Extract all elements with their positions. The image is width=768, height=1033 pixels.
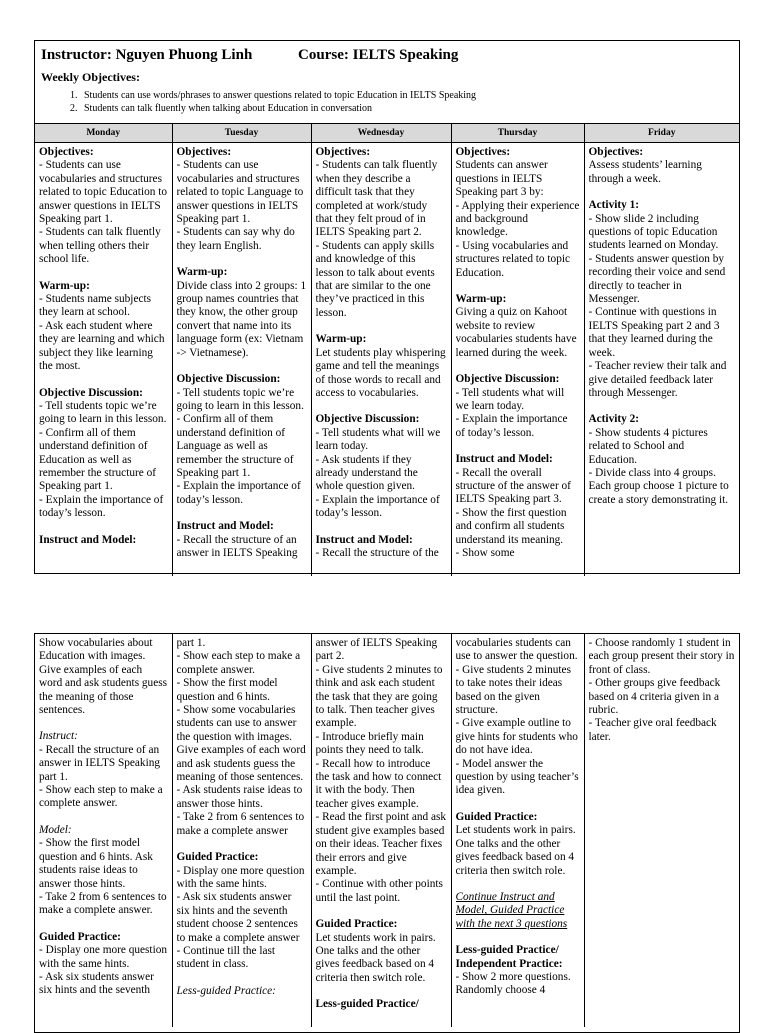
section-heading: Objectives: xyxy=(39,146,94,158)
cell-text-line: - Continue with questions in IELTS Speaking part 2 and 3 that they learned during the week. xyxy=(588,306,720,359)
cell-text-line: - Confirm all of them understand definition of Language as well as remember the structure of Speaking part 1. xyxy=(176,413,294,479)
cell-text-line: - Recall the overall structure of the answer of IELTS Speaking part 3. xyxy=(455,466,571,506)
cell-text-line: - Students can say why do they learn English. xyxy=(176,226,295,252)
paragraph-gap xyxy=(39,717,168,730)
day-header-wednesday: Wednesday xyxy=(311,124,451,143)
day-header-thursday: Thursday xyxy=(451,124,584,143)
cell-text-line: - Show the first model question and 6 hints. Ask students raise ideas to answer those hints. xyxy=(39,837,153,890)
section-heading: Guided Practice: xyxy=(176,851,259,864)
cell-text-line: - Ask students raise ideas to answer those hints. xyxy=(176,784,303,810)
section-heading: Warm-up: xyxy=(455,293,507,306)
friday-cell xyxy=(584,634,739,1027)
cell-text-line: - Read the first point and ask student give examples based on their ideas. Teacher fixes their errors and give example. xyxy=(315,811,447,877)
monday-cell xyxy=(35,634,172,1027)
cell-text-line: - Show the first question and confirm all students understand its meaning. xyxy=(455,506,567,546)
cell-text-line: - Ask students if they already understand the whole question given. xyxy=(315,453,418,493)
paragraph-gap xyxy=(589,186,736,199)
paragraph-gap xyxy=(589,400,736,413)
section-heading: Instruct and Model: xyxy=(176,520,274,533)
subsection-heading: Less-guided Practice: xyxy=(176,984,276,997)
cell-text-line: - Show some vocabularies students can use to answer the question with images. Give examples of each word and ask students guess the meaning of those sentences. xyxy=(176,704,306,784)
cell-text-line: - Divide class into 4 groups. Each group choose 1 picture to create a story demonstrating it. xyxy=(588,466,729,506)
cell-text-line: - Other groups give feedback based on 4 criteria given in a rubric. xyxy=(588,677,721,717)
day-header-friday: Friday xyxy=(584,124,739,143)
section-heading: Objective Discussion: xyxy=(39,386,143,399)
paragraph-gap xyxy=(456,440,580,453)
section-heading: Guided Practice: xyxy=(455,810,538,823)
section-heading: Guided Practice: xyxy=(315,918,398,931)
lesson-plan-page-2 xyxy=(34,633,740,1033)
thursday-cell xyxy=(451,143,584,577)
weekly-objective-item: 2. Students can talk fluently when talking about Education in conversation xyxy=(80,102,733,115)
subsection-heading: Instruct: xyxy=(39,730,78,743)
weekly-schedule-table-continued xyxy=(35,634,739,1027)
course-name: Course: IELTS Speaking xyxy=(298,47,459,63)
wednesday-cell xyxy=(311,634,451,1027)
paragraph-gap xyxy=(39,918,168,931)
paragraph-gap xyxy=(39,374,168,387)
weekly-objective-item: 1. Students can use words/phrases to answer questions related to topic Education in IELTS Speaking xyxy=(80,89,733,102)
cell-text-line: - Tell students what will we learn today. xyxy=(455,386,565,412)
wednesday-cell xyxy=(311,143,451,577)
section-heading: Activity 1: xyxy=(588,199,640,212)
paragraph-gap xyxy=(456,280,580,293)
cell-text-line: - Introduce briefly main points they need to talk. xyxy=(315,730,424,757)
paragraph-gap xyxy=(39,811,168,824)
cell-text-line: part 1. xyxy=(176,637,206,649)
cell-text-line: - Recall the structure of an answer in IELTS Speaking part 1. xyxy=(39,743,161,783)
cell-text-line: - Teacher give oral feedback later. xyxy=(588,717,717,743)
weekly-schedule-table xyxy=(35,123,739,576)
cell-text-line: - Students can apply skills and knowledge of this lesson to talk about events that are similar to the one they’ve practiced in this lesson. xyxy=(315,239,435,319)
cell-text-line: - Ask six students answer six hints and the seventh student choose 2 sentences to make a complete answer xyxy=(176,891,300,944)
cell-text-line: - Students can use vocabularies and structures related to topic Education to answer questions in IELTS Speaking part 1. xyxy=(39,159,167,226)
section-heading: Instruct and Model: xyxy=(315,533,413,546)
paragraph-gap xyxy=(316,400,447,413)
section-heading: Less-guided Practice/ xyxy=(315,998,419,1011)
cell-text-line: Giving a quiz on Kahoot website to review vocabularies students have learned during the week. xyxy=(455,306,577,359)
cell-text-line: Divide class into 2 groups: 1 group names countries that they know, the other group convert that name into its language form (ex: Vietnam -> Vietnamese). xyxy=(176,279,307,359)
subsection-heading: Continue Instruct and Model, Guided Practice with the next 3 questions xyxy=(455,890,568,930)
cell-text-line: - Explain the importance of today’s lesson. xyxy=(455,413,568,439)
cell-text-line: - Display one more question with the same hints. xyxy=(176,864,305,890)
tuesday-cell xyxy=(172,143,311,577)
cell-text-line: - Tell students topic we’re going to learn in this lesson. xyxy=(176,386,304,412)
cell-text-line: - Confirm all of them understand definition of Education as well as remember the structure of Speaking part 1. xyxy=(39,426,156,493)
paragraph-gap xyxy=(316,320,447,333)
cell-text-line: Students can answer questions in IELTS Speaking part 3 by: xyxy=(455,159,548,199)
day-content-row xyxy=(35,143,739,577)
paragraph-gap xyxy=(177,507,307,520)
cell-text-line: vocabularies students can use to answer the question. xyxy=(455,637,578,663)
thursday-cell xyxy=(451,634,584,1027)
section-heading: Instruct and Model: xyxy=(39,533,137,546)
cell-text-line: - Recall how to introduce the task and how to connect it with the body. Then teacher gives example. xyxy=(315,757,442,810)
cell-text-line: Let students work in pairs. One talks and the other gives feedback based on 4 criteria then switch role. xyxy=(455,824,576,877)
cell-text-line: - Students can use vocabularies and structures related to topic Language to answer questions in IELTS Speaking part 1. xyxy=(176,159,304,226)
cell-text-line: - Recall the structure of the xyxy=(315,546,439,559)
cell-text-line: - Display one more question with the same hints. xyxy=(39,944,168,970)
cell-text-line: - Teacher review their talk and give detailed feedback later through Messenger. xyxy=(588,360,727,399)
friday-cell xyxy=(584,143,739,577)
paragraph-gap xyxy=(177,253,307,266)
paragraph-gap xyxy=(316,905,447,918)
section-heading: Objective Discussion: xyxy=(455,373,560,386)
cell-text-line: Assess students’ learning through a week. xyxy=(588,159,702,185)
paragraph-gap xyxy=(456,798,580,811)
section-heading: Objectives: xyxy=(588,146,644,158)
section-heading: Objective Discussion: xyxy=(315,413,420,426)
cell-text-line: - Give example outline to give hints for students who do not have idea. xyxy=(455,717,578,757)
cell-text-line: - Show the first model question and 6 hints. xyxy=(176,677,278,703)
paragraph-gap xyxy=(456,360,580,373)
cell-text-line: - Students answer question by recording their voice and send directly to teacher in Messenger. xyxy=(588,252,726,306)
subsection-heading: Model: xyxy=(39,823,72,836)
cell-text-line: - Take 2 from 6 sentences to make a complete answer xyxy=(176,811,305,837)
weekly-objectives-list xyxy=(41,89,733,115)
cell-text-line: - Show each step to make a complete answer. xyxy=(176,650,301,676)
cell-text-line: - Students name subjects they learn at school. xyxy=(39,293,152,319)
cell-text-line: - Choose randomly 1 student in each group present their story in front of class. xyxy=(588,637,735,676)
paragraph-gap xyxy=(456,931,580,944)
plan-header xyxy=(35,41,739,123)
cell-text-line: Let students work in pairs. One talks and the other gives feedback based on 4 criteria then switch role. xyxy=(315,931,436,984)
cell-text-line: - Show 2 more questions. Randomly choose 4 xyxy=(455,970,571,997)
section-heading: Warm-up: xyxy=(39,279,90,292)
paragraph-gap xyxy=(177,972,307,985)
cell-text-line: - Students can talk fluently when they describe a difficult task that they completed at work/study that they felt proud of in IELTS Speaking part 2. xyxy=(315,159,438,239)
paragraph-gap xyxy=(316,521,447,534)
cell-text-line: Show vocabularies about Education with images. Give examples of each word and ask students guess the meaning of those sentences. xyxy=(39,637,168,717)
tuesday-cell xyxy=(172,634,311,1027)
instructor-name: Instructor: Nguyen Phuong Linh xyxy=(41,47,253,63)
paragraph-gap xyxy=(39,521,168,534)
cell-text-line: - Continue till the last student in class. xyxy=(176,944,276,971)
cell-text-line: - Show some xyxy=(455,546,515,559)
cell-text-line: - Recall the structure of an answer in IELTS Speaking xyxy=(176,533,298,559)
section-heading: Warm-up: xyxy=(176,266,228,279)
day-header-row xyxy=(35,124,739,143)
cell-text-line: - Show each step to make a complete answer. xyxy=(39,784,163,810)
paragraph-gap xyxy=(39,267,168,280)
paragraph-gap xyxy=(456,878,580,891)
lesson-plan-page-1 xyxy=(34,40,740,574)
cell-text-line: - Give students 2 minutes to take notes their ideas based on the given structure. xyxy=(455,663,571,717)
cell-text-line: - Tell students what will we learn today. xyxy=(315,426,441,453)
cell-text-line: - Ask each student where they are learning and which subject they like learning the most. xyxy=(39,319,165,373)
paragraph-gap xyxy=(177,838,307,851)
title-line xyxy=(41,47,733,64)
section-heading: Objectives: xyxy=(315,146,371,158)
cell-text-line: - Explain the importance of today’s lesson. xyxy=(39,493,164,520)
cell-text-line: - Model answer the question by using teacher’s idea given. xyxy=(455,757,579,797)
cell-text-line: - Show students 4 pictures related to School and Education. xyxy=(588,426,708,466)
section-heading: Instruct and Model: xyxy=(455,453,553,466)
day-content-row xyxy=(35,634,739,1027)
paragraph-gap xyxy=(316,985,447,998)
cell-text-line: - Tell students topic we’re going to learn in this lesson. xyxy=(39,399,167,426)
cell-text-line: - Give students 2 minutes to think and ask each student the task that they are going to talk. Then teacher gives example. xyxy=(315,663,443,730)
cell-text-line: - Show slide 2 including questions of topic Education students learned on Monday. xyxy=(588,212,719,252)
monday-cell xyxy=(35,143,172,577)
cell-text-line: - Ask six students answer six hints and the seventh xyxy=(39,970,154,997)
section-heading: Warm-up: xyxy=(315,333,367,346)
cell-text-line: - Explain the importance of today’s lesson. xyxy=(176,480,301,506)
day-header-tuesday: Tuesday xyxy=(172,124,311,143)
day-header-monday: Monday xyxy=(35,124,172,143)
cell-text-line: - Students can talk fluently when telling others their school life. xyxy=(39,226,161,266)
cell-text-line: - Continue with other points until the last point. xyxy=(315,878,443,904)
section-heading: Objective Discussion: xyxy=(176,373,281,386)
weekly-objectives-label: Weekly Objectives: xyxy=(41,70,140,84)
cell-text-line: - Take 2 from 6 sentences to make a complete answer. xyxy=(39,890,167,917)
section-heading: Objectives: xyxy=(455,146,511,158)
cell-text-line: - Applying their experience and background knowledge. xyxy=(455,199,580,239)
paragraph-gap xyxy=(177,360,307,373)
cell-text-line: - Using vocabularies and structures related to topic Education. xyxy=(455,239,570,279)
cell-text-line: - Explain the importance of today’s lesson. xyxy=(315,493,440,520)
section-heading: Objectives: xyxy=(176,146,232,158)
cell-text-line: Let students play whispering game and tell the meanings of those words to recall and access to vocabularies. xyxy=(315,346,446,399)
cell-text-line: answer of IELTS Speaking part 2. xyxy=(315,637,438,663)
section-heading: Activity 2: xyxy=(588,413,640,426)
section-heading: Guided Practice: xyxy=(39,930,121,943)
section-heading: Less-guided Practice/ Independent Practice: xyxy=(455,944,563,970)
